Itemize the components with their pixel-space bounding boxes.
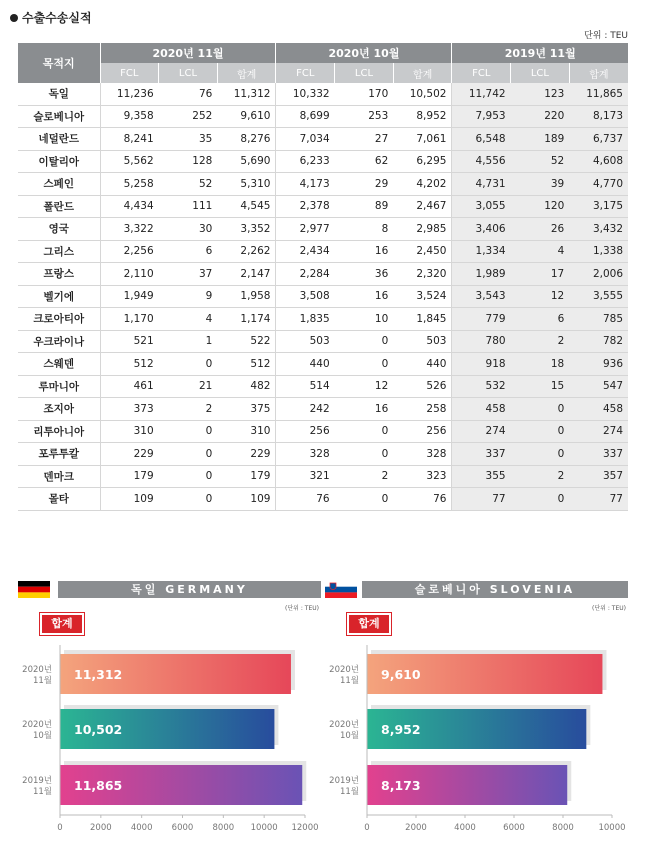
value-cell: 4,202 (393, 173, 452, 196)
value-label: 9,610 (381, 667, 421, 682)
subcol-header: FCL (276, 63, 335, 83)
value-cell: 36 (335, 263, 394, 286)
section-title-text: 수출수송실적 (22, 11, 92, 25)
value-cell: 3,175 (569, 195, 628, 218)
value-cell: 375 (217, 398, 276, 421)
value-cell: 936 (569, 353, 628, 376)
value-cell: 16 (335, 240, 394, 263)
value-cell: 0 (511, 488, 570, 511)
germany-chart (18, 637, 321, 852)
table-row (18, 330, 628, 353)
value-cell: 785 (569, 308, 628, 331)
value-cell: 8,276 (217, 128, 276, 151)
category-line: 2019년 (329, 776, 359, 786)
value-cell: 458 (452, 398, 511, 421)
value-cell: 2,110 (100, 263, 159, 286)
value-cell: 11,865 (569, 83, 628, 105)
value-cell: 2,378 (276, 195, 335, 218)
value-cell: 253 (335, 105, 394, 128)
value-cell: 52 (511, 150, 570, 173)
value-cell: 5,562 (100, 150, 159, 173)
value-cell: 258 (393, 398, 452, 421)
value-cell: 328 (276, 443, 335, 466)
value-cell: 30 (159, 218, 218, 241)
value-cell: 0 (511, 420, 570, 443)
value-cell: 7,061 (393, 128, 452, 151)
value-cell: 189 (511, 128, 570, 151)
value-cell: 1,334 (452, 240, 511, 263)
value-cell: 111 (159, 195, 218, 218)
value-cell: 357 (569, 465, 628, 488)
value-cell: 16 (335, 285, 394, 308)
destination-cell: 네덜란드 (18, 128, 100, 151)
value-cell: 120 (511, 195, 570, 218)
category-line: 2019년 (22, 776, 52, 786)
value-cell: 1,958 (217, 285, 276, 308)
value-cell: 242 (276, 398, 335, 421)
value-label: 8,173 (381, 778, 421, 793)
value-cell: 3,322 (100, 218, 159, 241)
value-cell: 170 (335, 83, 394, 105)
value-cell: 3,555 (569, 285, 628, 308)
value-cell: 11,312 (217, 83, 276, 105)
value-cell: 1,835 (276, 308, 335, 331)
destination-cell: 벨기에 (18, 285, 100, 308)
destination-cell: 폴란드 (18, 195, 100, 218)
value-cell: 503 (276, 330, 335, 353)
value-cell: 2,262 (217, 240, 276, 263)
value-cell: 6,295 (393, 150, 452, 173)
category-line: 11월 (32, 676, 52, 686)
value-cell: 3,432 (569, 218, 628, 241)
x-tick-label: 2000 (405, 823, 427, 833)
value-cell: 6 (159, 240, 218, 263)
value-cell: 310 (217, 420, 276, 443)
value-cell: 16 (335, 398, 394, 421)
section-title (10, 9, 92, 26)
value-cell: 9,610 (217, 105, 276, 128)
slovenia-panel (325, 577, 628, 852)
period-header: 2020년 10월 (276, 43, 452, 63)
value-cell: 3,055 (452, 195, 511, 218)
value-cell: 0 (335, 330, 394, 353)
value-cell: 8,173 (569, 105, 628, 128)
value-cell: 8,699 (276, 105, 335, 128)
value-cell: 321 (276, 465, 335, 488)
category-line: 11월 (339, 676, 359, 686)
value-cell: 27 (335, 128, 394, 151)
value-cell: 123 (511, 83, 570, 105)
value-cell: 2 (511, 465, 570, 488)
value-cell: 89 (335, 195, 394, 218)
value-cell: 26 (511, 218, 570, 241)
destination-cell: 이탈리아 (18, 150, 100, 173)
x-tick-label: 0 (364, 823, 370, 833)
value-cell: 11,236 (100, 83, 159, 105)
destination-cell: 그리스 (18, 240, 100, 263)
germany-panel (18, 577, 321, 852)
value-cell: 7,034 (276, 128, 335, 151)
value-cell: 2 (159, 398, 218, 421)
value-cell: 2,434 (276, 240, 335, 263)
value-cell: 4,173 (276, 173, 335, 196)
unit-label: 단위 : TEU (584, 31, 628, 41)
table-row (18, 353, 628, 376)
value-cell: 52 (159, 173, 218, 196)
x-tick-label: 6000 (171, 823, 194, 833)
value-cell: 6,737 (569, 128, 628, 151)
destination-cell: 크로아티아 (18, 308, 100, 331)
value-cell: 274 (452, 420, 511, 443)
value-cell: 109 (100, 488, 159, 511)
x-tick-label: 12000 (291, 823, 319, 833)
value-cell: 256 (393, 420, 452, 443)
value-label: 8,952 (381, 722, 421, 737)
value-cell: 3,508 (276, 285, 335, 308)
value-cell: 0 (159, 488, 218, 511)
value-cell: 229 (100, 443, 159, 466)
subcol-header: 합계 (393, 63, 452, 83)
value-cell: 323 (393, 465, 452, 488)
value-cell: 2,256 (100, 240, 159, 263)
value-cell: 2,450 (393, 240, 452, 263)
table-row (18, 488, 628, 511)
destination-cell: 프랑스 (18, 263, 100, 286)
table-row (18, 128, 628, 151)
x-tick-label: 10000 (598, 823, 626, 833)
table-row (18, 195, 628, 218)
value-cell: 7,953 (452, 105, 511, 128)
table-row (18, 173, 628, 196)
category-line: 2020년 (329, 720, 359, 730)
value-cell: 373 (100, 398, 159, 421)
value-cell: 0 (159, 420, 218, 443)
category-label (22, 664, 52, 686)
table-row (18, 263, 628, 286)
value-cell: 3,352 (217, 218, 276, 241)
value-cell: 458 (569, 398, 628, 421)
category-label (329, 664, 359, 686)
total-label: 합계 (42, 615, 82, 633)
dest-header: 목적지 (18, 43, 100, 83)
value-cell: 5,258 (100, 173, 159, 196)
value-cell: 2,006 (569, 263, 628, 286)
value-cell: 503 (393, 330, 452, 353)
value-cell: 512 (217, 353, 276, 376)
value-cell: 12 (511, 285, 570, 308)
value-cell: 109 (217, 488, 276, 511)
export-table (18, 43, 628, 511)
table-row (18, 398, 628, 421)
destination-cell: 포루투칼 (18, 443, 100, 466)
value-cell: 532 (452, 375, 511, 398)
destination-cell: 덴마크 (18, 465, 100, 488)
value-cell: 2,284 (276, 263, 335, 286)
category-line: 2020년 (22, 665, 52, 675)
value-cell: 4,608 (569, 150, 628, 173)
value-cell: 10 (335, 308, 394, 331)
x-tick-label: 6000 (503, 823, 525, 833)
table-row (18, 308, 628, 331)
value-cell: 780 (452, 330, 511, 353)
value-cell: 482 (217, 375, 276, 398)
slovenia-chart (325, 637, 628, 852)
value-cell: 76 (393, 488, 452, 511)
value-cell: 4,434 (100, 195, 159, 218)
destination-cell: 리투아니아 (18, 420, 100, 443)
x-tick-label: 0 (57, 823, 63, 833)
value-cell: 3,524 (393, 285, 452, 308)
x-tick-label: 4000 (130, 823, 153, 833)
value-cell: 179 (217, 465, 276, 488)
destination-cell: 스웨덴 (18, 353, 100, 376)
value-cell: 8,241 (100, 128, 159, 151)
value-cell: 76 (276, 488, 335, 511)
category-line: 10월 (339, 731, 359, 741)
value-cell: 6 (511, 308, 570, 331)
subcol-header: 합계 (217, 63, 276, 83)
slovenia-flag-icon (325, 581, 357, 598)
value-cell: 514 (276, 375, 335, 398)
value-cell: 782 (569, 330, 628, 353)
value-cell: 1 (159, 330, 218, 353)
table-row (18, 375, 628, 398)
value-cell: 77 (569, 488, 628, 511)
panel-title: 슬로베니아 SLOVENIA (362, 581, 628, 598)
value-cell: 8,952 (393, 105, 452, 128)
value-label: 10,502 (74, 722, 123, 737)
value-cell: 0 (335, 420, 394, 443)
germany-flag-icon (18, 581, 50, 598)
subcol-header: FCL (452, 63, 511, 83)
value-cell: 440 (276, 353, 335, 376)
value-cell: 1,338 (569, 240, 628, 263)
value-cell: 526 (393, 375, 452, 398)
subcol-header: FCL (100, 63, 159, 83)
value-cell: 521 (100, 330, 159, 353)
value-cell: 12 (335, 375, 394, 398)
value-cell: 522 (217, 330, 276, 353)
table-row (18, 105, 628, 128)
value-cell: 15 (511, 375, 570, 398)
value-cell: 355 (452, 465, 511, 488)
category-line: 11월 (32, 787, 52, 797)
value-cell: 0 (335, 488, 394, 511)
value-cell: 5,310 (217, 173, 276, 196)
table-row (18, 83, 628, 105)
value-cell: 0 (511, 398, 570, 421)
value-cell: 10,332 (276, 83, 335, 105)
table-row (18, 218, 628, 241)
value-cell: 229 (217, 443, 276, 466)
destination-cell: 우크라이나 (18, 330, 100, 353)
value-cell: 918 (452, 353, 511, 376)
value-cell: 328 (393, 443, 452, 466)
value-cell: 274 (569, 420, 628, 443)
value-cell: 2,320 (393, 263, 452, 286)
value-cell: 1,845 (393, 308, 452, 331)
value-cell: 256 (276, 420, 335, 443)
subcol-header: LCL (335, 63, 394, 83)
value-cell: 37 (159, 263, 218, 286)
category-line: 11월 (339, 787, 359, 797)
value-cell: 440 (393, 353, 452, 376)
table-row (18, 240, 628, 263)
value-cell: 1,170 (100, 308, 159, 331)
category-label (329, 719, 359, 741)
value-cell: 0 (335, 443, 394, 466)
value-cell: 4,731 (452, 173, 511, 196)
value-cell: 21 (159, 375, 218, 398)
destination-cell: 루마니아 (18, 375, 100, 398)
period-header: 2020년 11월 (100, 43, 276, 63)
table-row (18, 285, 628, 308)
value-cell: 3,406 (452, 218, 511, 241)
value-cell: 337 (569, 443, 628, 466)
value-cell: 337 (452, 443, 511, 466)
value-cell: 2 (511, 330, 570, 353)
table-row (18, 420, 628, 443)
value-cell: 9 (159, 285, 218, 308)
value-cell: 4,556 (452, 150, 511, 173)
value-cell: 35 (159, 128, 218, 151)
x-tick-label: 2000 (90, 823, 112, 833)
x-tick-label: 8000 (552, 823, 574, 833)
x-tick-label: 10000 (250, 823, 278, 833)
value-cell: 4 (159, 308, 218, 331)
value-cell: 1,989 (452, 263, 511, 286)
value-cell: 11,742 (452, 83, 511, 105)
x-tick-label: 8000 (212, 823, 235, 833)
value-cell: 9,358 (100, 105, 159, 128)
value-cell: 252 (159, 105, 218, 128)
category-line: 2020년 (329, 665, 359, 675)
value-cell: 512 (100, 353, 159, 376)
value-cell: 2,147 (217, 263, 276, 286)
destination-cell: 독일 (18, 83, 100, 105)
value-cell: 3,543 (452, 285, 511, 308)
destination-cell: 조지아 (18, 398, 100, 421)
value-cell: 4,770 (569, 173, 628, 196)
value-cell: 2,985 (393, 218, 452, 241)
panel-unit: (단위 : TEU) (592, 605, 626, 612)
value-cell: 1,949 (100, 285, 159, 308)
value-cell: 2 (335, 465, 394, 488)
value-cell: 1,174 (217, 308, 276, 331)
value-cell: 310 (100, 420, 159, 443)
value-cell: 547 (569, 375, 628, 398)
value-cell: 18 (511, 353, 570, 376)
total-label: 합계 (349, 615, 389, 633)
value-cell: 5,690 (217, 150, 276, 173)
value-cell: 179 (100, 465, 159, 488)
value-cell: 6,548 (452, 128, 511, 151)
bullet-icon (10, 14, 18, 22)
period-header: 2019년 11월 (452, 43, 628, 63)
value-cell: 4,545 (217, 195, 276, 218)
value-cell: 76 (159, 83, 218, 105)
category-line: 2020년 (22, 720, 52, 730)
value-cell: 10,502 (393, 83, 452, 105)
subcol-header: LCL (511, 63, 570, 83)
value-cell: 128 (159, 150, 218, 173)
value-cell: 2,977 (276, 218, 335, 241)
value-cell: 220 (511, 105, 570, 128)
table-row (18, 150, 628, 173)
value-cell: 0 (159, 353, 218, 376)
value-cell: 8 (335, 218, 394, 241)
x-tick-label: 4000 (454, 823, 476, 833)
value-cell: 0 (159, 465, 218, 488)
panel-unit: (단위 : TEU) (285, 605, 319, 612)
table-row (18, 465, 628, 488)
category-line: 10월 (32, 731, 52, 741)
value-cell: 0 (159, 443, 218, 466)
value-cell: 77 (452, 488, 511, 511)
category-label (22, 719, 52, 741)
value-cell: 2,467 (393, 195, 452, 218)
value-cell: 6,233 (276, 150, 335, 173)
value-cell: 779 (452, 308, 511, 331)
value-label: 11,865 (74, 778, 123, 793)
destination-cell: 몰타 (18, 488, 100, 511)
subcol-header: 합계 (569, 63, 628, 83)
table-row (18, 443, 628, 466)
panel-title: 독일 GERMANY (58, 581, 321, 598)
value-cell: 39 (511, 173, 570, 196)
value-cell: 4 (511, 240, 570, 263)
value-cell: 0 (511, 443, 570, 466)
destination-cell: 슬로베니아 (18, 105, 100, 128)
destination-cell: 스페인 (18, 173, 100, 196)
value-cell: 29 (335, 173, 394, 196)
value-label: 11,312 (74, 667, 123, 682)
category-label (22, 775, 52, 797)
value-cell: 461 (100, 375, 159, 398)
subcol-header: LCL (159, 63, 218, 83)
value-cell: 0 (335, 353, 394, 376)
destination-cell: 영국 (18, 218, 100, 241)
category-label (329, 775, 359, 797)
value-cell: 17 (511, 263, 570, 286)
value-cell: 62 (335, 150, 394, 173)
